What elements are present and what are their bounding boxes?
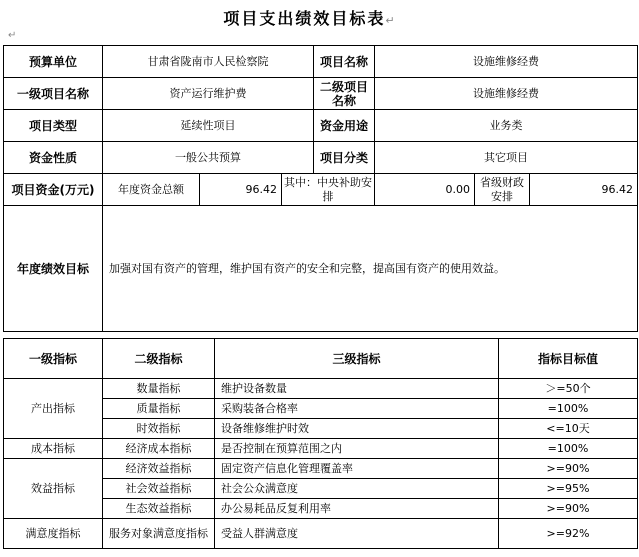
target-cell: =100% (499, 439, 638, 459)
project-funds-label: 项目资金(万元) (4, 174, 103, 206)
group-cost: 成本指标 (4, 439, 103, 459)
fund-nature-value: 一般公共预算 (103, 142, 314, 174)
project-name-label: 项目名称 (314, 46, 375, 78)
table-row (4, 78, 638, 110)
header-level3: 三级指标 (215, 339, 499, 379)
table-row (4, 206, 638, 332)
table-row (4, 142, 638, 174)
level1-project-label: 一级项目名称 (4, 78, 103, 110)
paragraph-mark: ↵ (385, 14, 397, 27)
level2-cell: 质量指标 (103, 399, 215, 419)
annual-total-value: 96.42 (200, 174, 282, 206)
header-target: 指标目标值 (499, 339, 638, 379)
table-row (4, 46, 638, 78)
level1-project-value: 资产运行维护费 (103, 78, 314, 110)
group-satisfaction: 满意度指标 (4, 519, 103, 549)
central-subsidy-label: 其中：中央补助安排 (282, 174, 375, 206)
level2-project-value: 设施维修经费 (375, 78, 638, 110)
level2-cell: 时效指标 (103, 419, 215, 439)
page-title (0, 6, 620, 29)
level3-cell: 固定资产信息化管理覆盖率 (215, 459, 499, 479)
level3-cell: 社会公众满意度 (215, 479, 499, 499)
group-benefit: 效益指标 (4, 459, 103, 519)
level2-cell: 经济效益指标 (103, 459, 215, 479)
target-cell: >=90% (499, 459, 638, 479)
project-category-value: 其它项目 (375, 142, 638, 174)
table-row (4, 519, 638, 549)
table-row (4, 339, 638, 379)
target-cell: ＞=50个 (499, 379, 638, 399)
target-cell: >=92% (499, 519, 638, 549)
fund-use-label: 资金用途 (314, 110, 375, 142)
level3-cell: 办公易耗品反复利用率 (215, 499, 499, 519)
fund-nature-label: 资金性质 (4, 142, 103, 174)
table-row (4, 110, 638, 142)
level3-cell: 受益人群满意度 (215, 519, 499, 549)
level3-cell: 采购装备合格率 (215, 399, 499, 419)
project-category-label: 项目分类 (314, 142, 375, 174)
level2-cell: 生态效益指标 (103, 499, 215, 519)
project-info-table (3, 45, 638, 332)
level2-project-label: 二级项目名称 (314, 78, 375, 110)
table-row (4, 459, 638, 479)
annual-total-label: 年度资金总额 (103, 174, 200, 206)
fund-use-value: 业务类 (375, 110, 638, 142)
target-cell: <=10天 (499, 419, 638, 439)
header-level2: 二级指标 (103, 339, 215, 379)
level2-cell: 经济成本指标 (103, 439, 215, 459)
level3-cell: 设备维修维护时效 (215, 419, 499, 439)
level2-cell: 数量指标 (103, 379, 215, 399)
level3-cell: 是否控制在预算范围之内 (215, 439, 499, 459)
budget-unit-value: 甘肃省陇南市人民检察院 (103, 46, 314, 78)
project-type-label: 项目类型 (4, 110, 103, 142)
table-row (4, 379, 638, 399)
annual-goal-label: 年度绩效目标 (4, 206, 103, 332)
project-name-value: 设施维修经费 (375, 46, 638, 78)
group-output: 产出指标 (4, 379, 103, 439)
central-subsidy-value: 0.00 (375, 174, 475, 206)
table-row (4, 439, 638, 459)
paragraph-mark: ↵ (8, 30, 17, 41)
indicators-table (3, 338, 638, 549)
provincial-value: 96.42 (530, 174, 638, 206)
project-type-value: 延续性项目 (103, 110, 314, 142)
target-cell: >=90% (499, 499, 638, 519)
level2-cell: 服务对象满意度指标 (103, 519, 215, 549)
target-cell: >=95% (499, 479, 638, 499)
target-cell: =100% (499, 399, 638, 419)
header-level1: 一级指标 (4, 339, 103, 379)
table-row (4, 174, 638, 206)
level3-cell: 维护设备数量 (215, 379, 499, 399)
annual-goal-text: 加强对国有资产的管理，维护国有资产的安全和完整，提高国有资产的使用效益。 (103, 206, 638, 332)
level2-cell: 社会效益指标 (103, 479, 215, 499)
page-title-text: 项目支出绩效目标表 (223, 9, 386, 28)
provincial-label: 省级财政安排 (475, 174, 530, 206)
budget-unit-label: 预算单位 (4, 46, 103, 78)
